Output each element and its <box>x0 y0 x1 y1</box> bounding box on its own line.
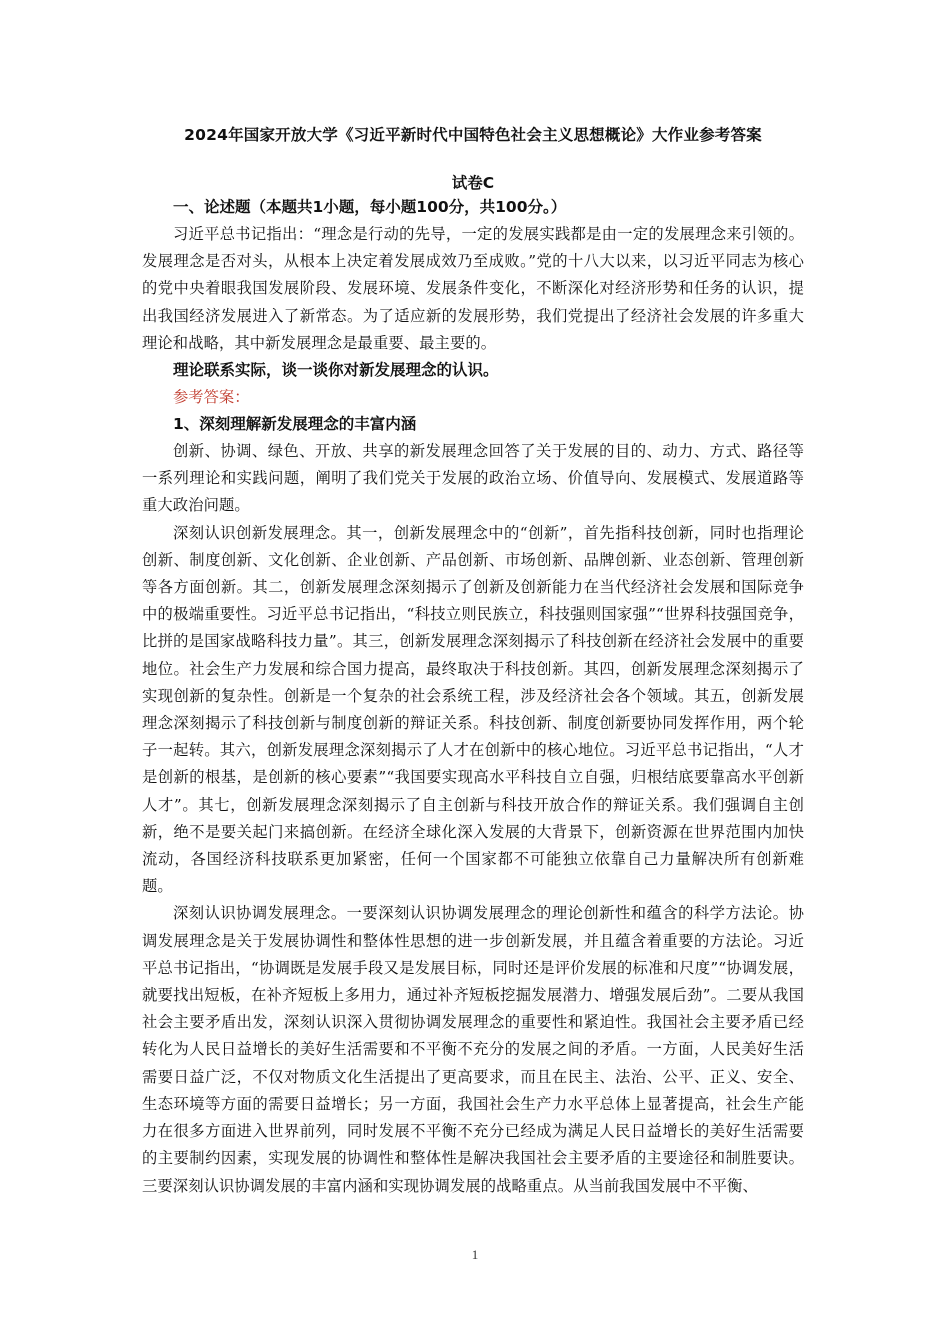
document-title: 2024年国家开放大学《习近平新时代中国特色社会主义思想概论》大作业参考答案 <box>184 126 762 144</box>
answer-subheading: 1、深刻理解新发展理念的丰富内涵 <box>173 415 417 434</box>
paper-label: 试卷C <box>451 174 495 192</box>
section-heading: 一、论述题（本题共1小题，每小题100分，共100分。） <box>173 198 567 216</box>
question-paragraph: 习近平总书记指出：“理念是行动的先导，一定的发展实践都是由一定的发展理念来引领的。发展理念是否对头，从根本上决定着发展成效乃至成败。”党的十八大以来，以习近平同志为核心的党中央着眼我国发展阶段、发展环境、发展条件变化，不断深化对经济形势和任务的认识，提出我国经济发展进入了新常态。为了适应新的发展形势，我们党提出了经济社会发展的许多重大理论和战略，其中新发展理念是最重要、最主要的。 <box>142 225 804 352</box>
answer-paragraph: 深刻认识创新发展理念。其一，创新发展理念中的“创新”，首先指科技创新，同时也指理论创新、制度创新、文化创新、企业创新、产品创新、市场创新、品牌创新、业态创新、管理创新等各方面创新。其二，创新发展理念深刻揭示了创新及创新能力在当代经济社会发展和国际竞争中的极端重要性。习近平总书记指出，“科技立则民族立，科技强则国家强”“世界科技强国竞争，比拼的是国家战略科技力量”。其三，创新发展理念深刻揭示了科技创新在经济社会发展中的重要地位。社会生产力发展和综合国力提高，最终取决于科技创新。其四，创新发展理念深刻揭示了实现创新的复杂性。创新是一个复杂的社会系统工程，涉及经济社会各个领域。其五，创新发展理念深刻揭示了科技创新与制度创新的辩证关系。科技创新、制度创新要协同发挥作用，两个轮子一起转。其六，创新发展理念深刻揭示了人才在创新中的核心地位。习近平总书记指出，“人才是创新的根基，是创新的核心要素”“我国要实现高水平科技自立自强，归根结底要靠高水平创新人才”。其七，创新发展理念深刻揭示了自主创新与科技开放合作的辩证关系。我们强调自主创新，绝不是要关起门来搞创新。在经济全球化深入发展的大背景下，创新资源在世界范围内加快流动，各国经济科技联系更加紧密，任何一个国家都不可能独立依靠自己力量解决所有创新难题。 <box>142 523 804 896</box>
answer-paragraph: 深刻认识协调发展理念。一要深刻认识协调发展理念的理论创新性和蕴含的科学方法论。协调发展理念是关于发展协调性和整体性思想的进一步创新发展，并且蕴含着重要的方法论。习近平总书记指出，“协调既是发展手段又是发展目标，同时还是评价发展的标准和尺度”“协调发展，就要找出短板，在补齐短板上多用力，通过补齐短板挖掘发展潜力、增强发展后劲”。二要从我国社会主要矛盾出发，深刻认识深入贯彻协调发展理念的重要性和紧迫性。我国社会主要矛盾已经转化为人民日益增长的美好生活需要和不平衡不充分的发展之间的矛盾。一方面，人民美好生活需要日益广泛，不仅对物质文化生活提出了更高要求，而且在民主、法治、公平、正义、安全、生态环境等方面的需要日益增长；另一方面，我国社会生产力水平总体上显著提高，社会生产能力在很多方面进入世界前列，同时发展不平衡不充分已经成为满足人民日益增长的美好生活需要的主要制约因素，实现发展的协调性和整体性是解决我国社会主要矛盾的主要途径和制胜要诀。三要深刻认识协调发展的丰富内涵和实现协调发展的战略重点。从当前我国发展中不平衡、 <box>142 904 804 1195</box>
question-prompt: 理论联系实际，谈一谈你对新发展理念的认识。 <box>173 361 499 380</box>
document-body <box>142 124 804 1200</box>
answer-paragraph: 创新、协调、绿色、开放、共享的新发展理念回答了关于发展的目的、动力、方式、路径等一系列理论和实践问题，阐明了我们党关于发展的政治立场、价值导向、发展模式、发展道路等重大政治问题。 <box>142 442 804 515</box>
answer-label: 参考答案： <box>173 388 250 407</box>
page-number: 1 <box>471 1247 479 1262</box>
